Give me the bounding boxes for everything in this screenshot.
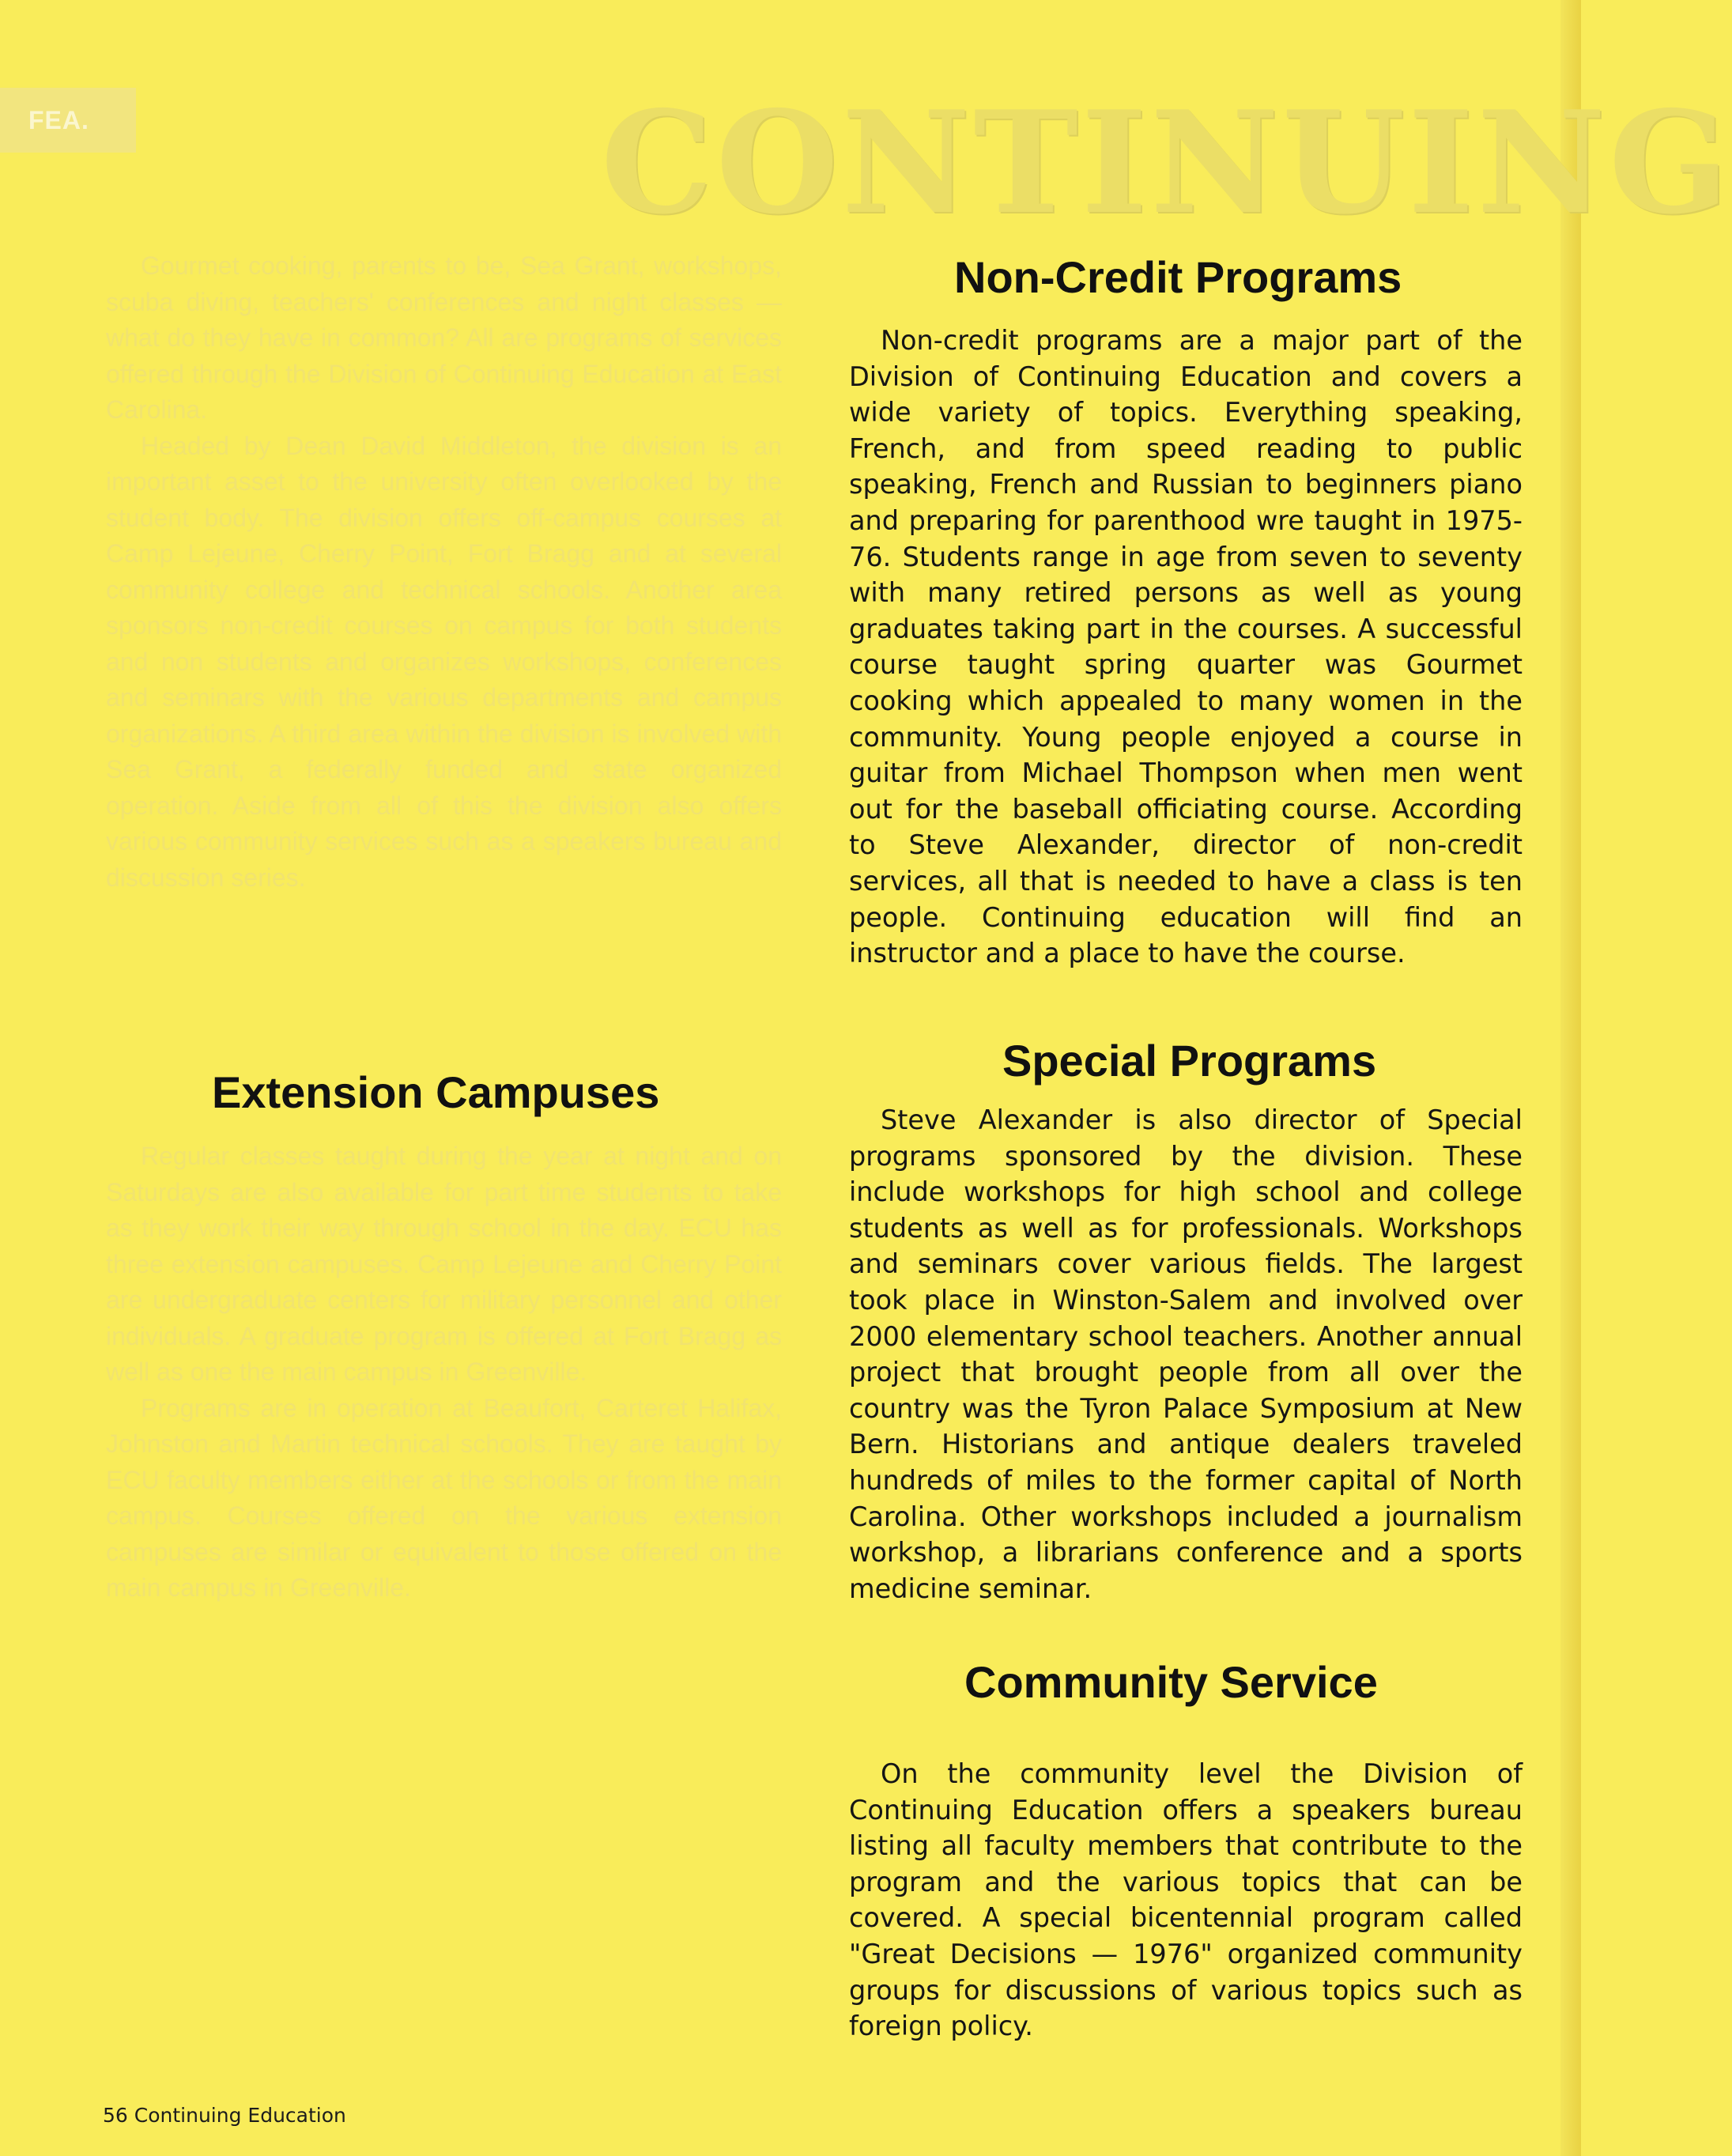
extension-campuses-heading: Extension Campuses [212, 1067, 660, 1117]
intro-paragraph: Gourmet cooking, parents to be, Sea Grant, workshops, scuba diving, teachers' conferences and night classes — what do they have in common? All are programs of services offered through the Division of Continuing Education at East Carolina. [106, 251, 782, 424]
section-tab: FEA. [0, 88, 136, 153]
intro-text-faded [106, 248, 782, 896]
banner-title: CONTINUING [601, 80, 1732, 245]
non-credit-programs-heading: Non-Credit Programs [954, 252, 1402, 302]
community-service-paragraph: On the community level the Division of Continuing Education offers a speakers bureau listing all faculty members that contribute to the program and the various topics that can be covered. A special bicentennial program called "Great Decisions — 1976" organized community groups for discussions of various topics such as foreign policy. [849, 1758, 1523, 2042]
page-edge-shade [1560, 0, 1581, 2156]
intro-paragraph: Headed by Dean David Middleton, the division is an important asset to the university often overlooked by the student body. The division offers off-campus courses at Camp Lejeune, Cherry Point, Fort Bragg and at several community college and technical schools. Another area sponsors non-credit courses on campus for both students and non students and organizes workshops, conferences and seminars with the various departments and campus organizations. A third area within the division is involved with Sea Grant, a federally funded and state organized operation. Aside from all of this the division also offers various community services such as a speakers bureau and discussion series. [106, 431, 782, 892]
special-programs-paragraph: Steve Alexander is also director of Special programs sponsored by the division. These include workshops for high school and college students as well as for professionals. Workshops and seminars cover various fields. The largest took place in Winston-Salem and involved over 2000 elementary school teachers. Another annual project that brought people from all over the country was the Tyron Palace Symposium at New Bern. Historians and antique dealers traveled hundreds of miles to the former capital of North Carolina. Other workshops included a journalism workshop, a librarians conference and a sports medicine seminar. [849, 1104, 1523, 1604]
extension-paragraph: Programs are in operation at Beaufort, Carteret Halifax, Johnston and Martin technical schools. They are taught by ECU faculty members either at the schools or from the main campus. Courses offered on the various extension campuses are similar or equivalent to those offered on the main campus in Greenville. [106, 1393, 782, 1602]
page-footer: 56 Continuing Education [103, 2104, 346, 2127]
extension-paragraph: Regular classes taught during the year at night and on Saturdays are also available for part time students to take as they work their way through school in the day. ECU has three extension campuses. Camp Lejeune and Cherry Point are undergraduate centers for military personnel and other individuals. A graduate program is offered at Fort Bragg as well as one the main campus in Greenville. [106, 1142, 782, 1386]
community-service-heading: Community Service [964, 1657, 1378, 1707]
non-credit-paragraph: Non-credit programs are a major part of the Division of Continuing Education and covers a wide variety of topics. Everything speaking, French, and from speed reading to public speaking, French and Russian to beginners piano and preparing for parenthood wre taught in 1975-76. Students range in age from seven to seventy with many retired persons as well as young graduates taking part in the courses. A successful course taught spring quarter was Gourmet cooking which appealed to many women in the community. Young people enjoyed a course in guitar from Michael Thompson when men went out for the baseball officiating course. According to Steve Alexander, director of non-credit services, all that is needed to have a class is ten people. Continuing education will find an instructor and a place to have the course. [849, 325, 1523, 969]
extension-text-faded [106, 1138, 782, 1607]
special-programs-heading: Special Programs [1002, 1036, 1377, 1086]
